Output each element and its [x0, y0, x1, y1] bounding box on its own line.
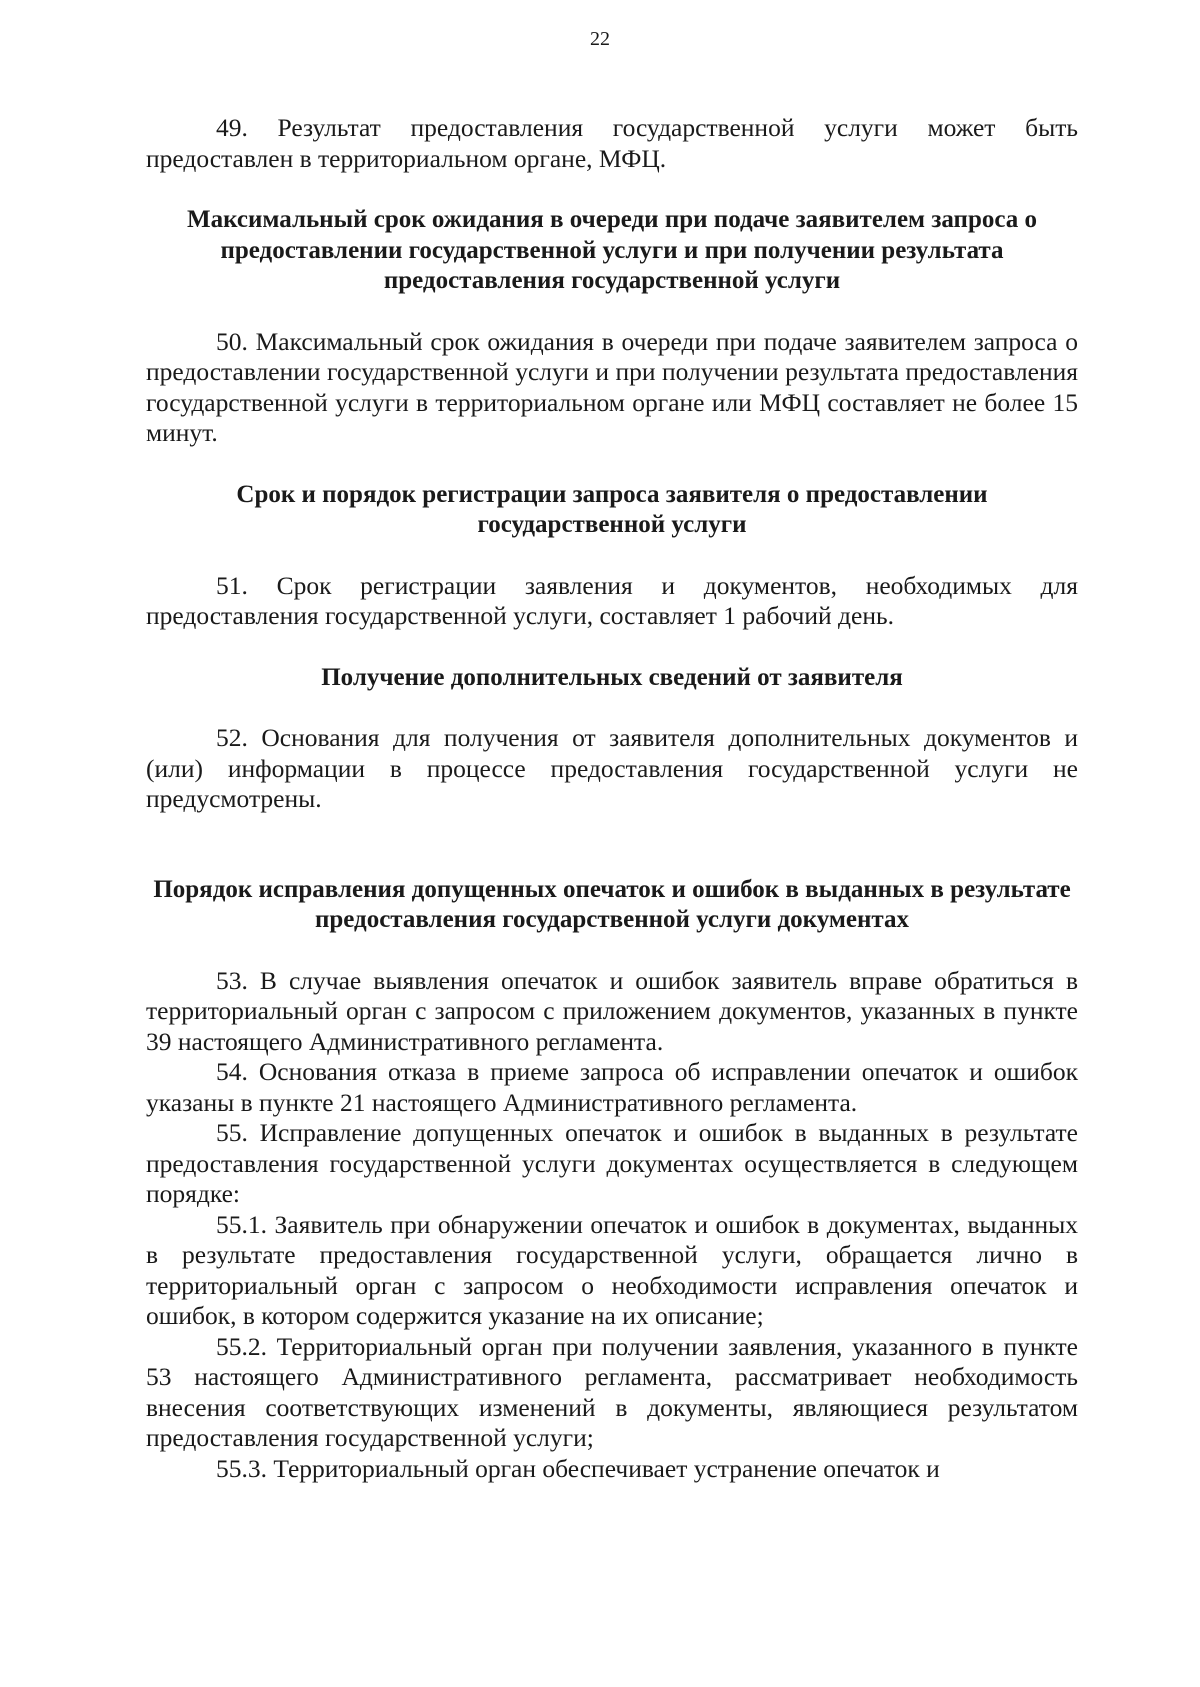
section-heading-registration: Срок и порядок регистрации запроса заявителя о предоставлении государственной услуги: [236, 480, 988, 538]
section-heading-max-wait: Максимальный срок ожидания в очереди при подаче заявителем запроса о предоставлении государственной услуги и при получении результата предоставления государственной услуги: [186, 206, 1037, 294]
page-number: 22: [590, 28, 610, 50]
paragraph-55-3: 55.3. Территориальный орган обеспечивает устранение опечаток и: [216, 1453, 940, 1483]
document-body: [146, 113, 1078, 1484]
section-heading-additional-info: Получение дополнительных сведений от заявителя: [321, 663, 903, 691]
paragraph-53: 53. В случае выявления опечаток и ошибок заявитель вправе обратиться в территориальный орган с запросом с приложением документов, указанных в пункте 39 настоящего Административного регламента.: [146, 965, 1078, 1056]
paragraph-50: 50. Максимальный срок ожидания в очереди при подаче заявителем запроса о предоставлении государственной услуги и при получении результата предоставления государственной услуги в территориальном органе или МФЦ составляет не более 15 минут.: [146, 326, 1078, 447]
section-heading-corrections: Порядок исправления допущенных опечаток и ошибок в выданных в результате предоставления государственной услуги документах: [153, 875, 1071, 933]
paragraph-51: 51. Срок регистрации заявления и документов, необходимых для предоставления государственной услуги, составляет 1 рабочий день.: [146, 570, 1078, 630]
paragraph-52: 52. Основания для получения от заявителя дополнительных документов и (или) информации в процессе предоставления государственной услуги не предусмотрены.: [146, 723, 1078, 813]
paragraph-49: 49. Результат предоставления государственной услуги может быть предоставлен в территориальном органе, МФЦ.: [146, 113, 1078, 173]
paragraph-55-1: 55.1. Заявитель при обнаружении опечаток и ошибок в документах, выданных в результате предоставления государственной услуги, обращается лично в территориальный орган с запросом о необходимости исправления опечаток и ошибок, в котором содержится указание на их описание;: [146, 1209, 1078, 1330]
paragraph-55-2: 55.2. Территориальный орган при получении заявления, указанного в пункте 53 настоящего Административного регламента, рассматривает необходимость внесения соответствующих изменений в документы, являющиеся результатом предоставления государственной услуги;: [146, 1331, 1078, 1452]
paragraph-55: 55. Исправление допущенных опечаток и ошибок в выданных в результате предоставления государственной услуги документах осуществляется в следующем порядке:: [146, 1118, 1078, 1208]
paragraph-54: 54. Основания отказа в приеме запроса об исправлении опечаток и ошибок указаны в пункте 21 настоящего Административного регламента.: [146, 1057, 1078, 1117]
